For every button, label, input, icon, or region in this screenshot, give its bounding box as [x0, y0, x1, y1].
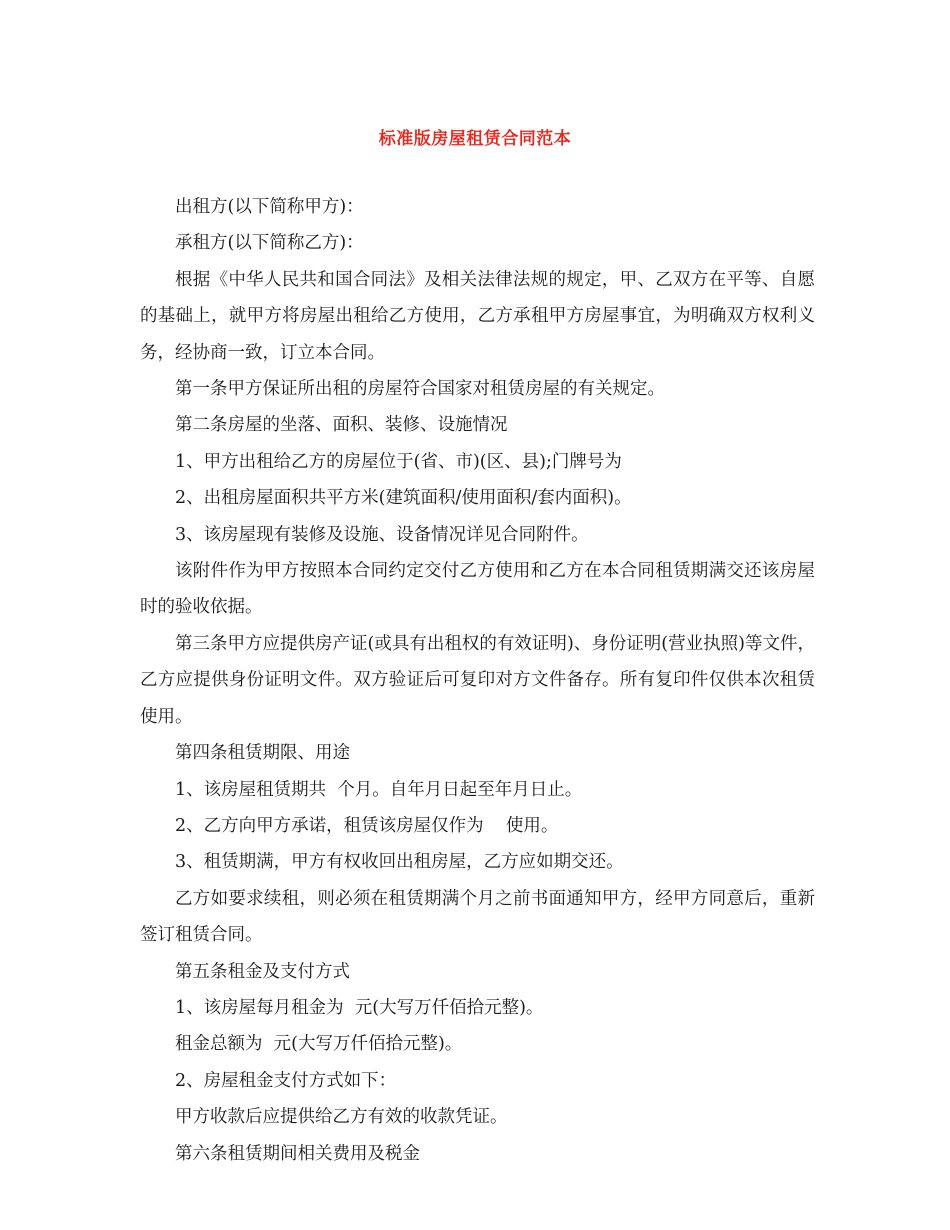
article-5-item-2: 2、房屋租金支付方式如下： [175, 1070, 397, 1091]
article-1: 第一条甲方保证所出租的房屋符合国家对租赁房屋的有关规定。 [175, 379, 665, 400]
renewal-paragraph: 乙方如要求续租，则必须在租赁期满个月之前书面通知甲方，经甲方同意后，重新签订租赁合同。 [140, 888, 815, 946]
article-5-heading: 第五条租金及支付方式 [175, 961, 350, 982]
party-b-line: 承租方(以下简称乙方)： [175, 233, 364, 254]
article-6-heading: 第六条租赁期间相关费用及税金 [175, 1143, 420, 1164]
preamble-paragraph: 根据《中华人民共和国合同法》及相关法律法规的规定，甲、乙双方在平等、自愿的基础上，就甲方将房屋出租给乙方使用，乙方承租甲方房屋事宜，为明确双方权利义务，经协商一致，订立本合同。 [140, 269, 815, 363]
article-4-item-2: 2、乙方向甲方承诺，租赁该房屋仅作为 使用。 [175, 815, 559, 836]
receipt-paragraph: 甲方收款后应提供给乙方有效的收款凭证。 [175, 1107, 508, 1128]
article-4-item-3: 3、租赁期满，甲方有权收回出租房屋，乙方应如期交还。 [175, 852, 624, 873]
article-2-item-3: 3、该房屋现有装修及设施、设备情况详见合同附件。 [175, 524, 589, 545]
party-a-line: 出租方(以下简称甲方)： [175, 197, 364, 217]
article-4-item-1: 1、该房屋租赁期共 个月。自年月日起至年月日止。 [175, 779, 583, 800]
article-2-item-2: 2、出租房屋面积共平方米(建筑面积/使用面积/套内面积)。 [175, 488, 632, 509]
attachment-paragraph: 该附件作为甲方按照本合同约定交付乙方使用和乙方在本合同租赁期满交还该房屋时的验收依据。 [140, 561, 815, 618]
article-3: 第三条甲方应提供房产证(或具有出租权的有效证明)、身份证明(营业执照)等文件，乙方应提供身份证明文件。双方验证后可复印对方文件备存。所有复印件仅供本次租赁使用。 [140, 633, 815, 727]
document-title: 标准版房屋租赁合同范本 [378, 129, 572, 149]
rent-total-line: 租金总额为 元(大写万仟佰拾元整)。 [175, 1034, 463, 1055]
article-2-heading: 第二条房屋的坐落、面积、装修、设施情况 [175, 415, 508, 436]
article-2-item-1: 1、甲方出租给乙方的房屋位于(省、市)(区、县);门牌号为 [175, 451, 622, 472]
article-4-heading: 第四条租赁期限、用途 [175, 743, 350, 764]
document-body [140, 189, 815, 1172]
article-5-item-1: 1、该房屋每月租金为 元(大写万仟佰拾元整)。 [175, 997, 544, 1018]
